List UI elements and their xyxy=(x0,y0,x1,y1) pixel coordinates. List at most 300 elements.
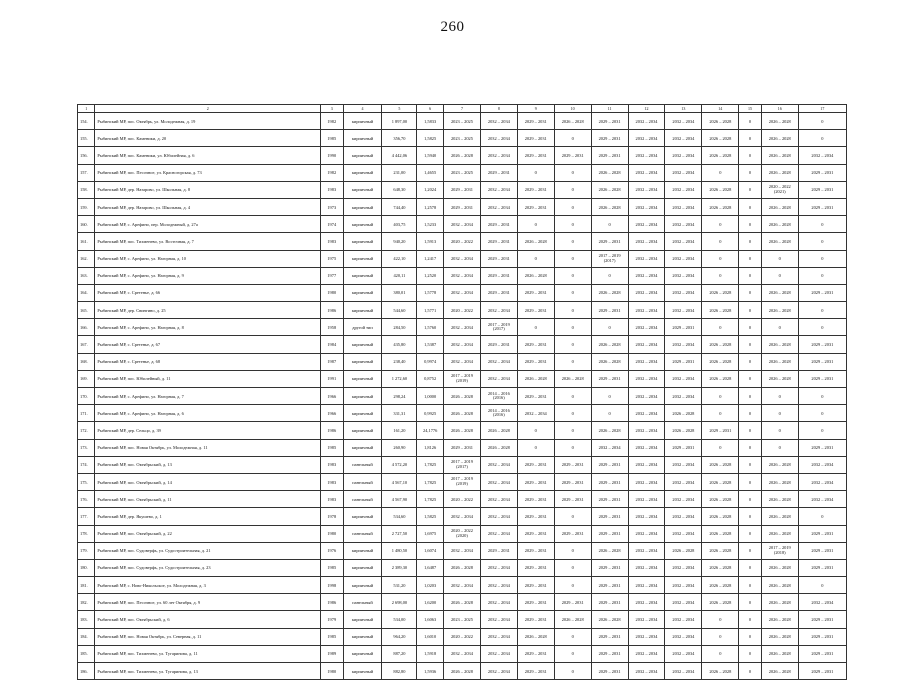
table-cell: 2026 – 2028 xyxy=(702,198,739,215)
table-cell: 2026 – 2028 xyxy=(702,113,739,130)
table-cell: 0 xyxy=(798,250,846,267)
table-cell: 2029 – 2031 xyxy=(591,577,628,594)
table-cell: 0 xyxy=(554,284,591,301)
table-cell: 1973 xyxy=(320,198,343,215)
table-cell: 2029 – 2031 xyxy=(591,130,628,147)
table-cell: 0 xyxy=(554,250,591,267)
table-cell: 0 xyxy=(739,267,762,284)
table-cell: 2032 – 2034 xyxy=(628,388,665,405)
table-cell: 1,2578 xyxy=(417,198,444,215)
table-cell: 2032 – 2034 xyxy=(665,577,702,594)
table-cell: 0 xyxy=(761,439,798,456)
table-cell: 0 xyxy=(702,319,739,336)
table-cell: 2029 – 2031 xyxy=(798,164,846,181)
table-cell: Рыбинский МР, с. Ново-Никольское, ул. Молодежная, д. 3 xyxy=(95,577,321,594)
table-cell: 2029 – 2031 xyxy=(480,250,517,267)
table-cell: 1,5778 xyxy=(417,284,444,301)
table-cell: 2026 – 2028 xyxy=(702,559,739,576)
table-cell: 2026 – 2028 xyxy=(480,422,517,439)
table-cell: 2020 – 2022 (2021) xyxy=(761,181,798,198)
table-cell: 0 xyxy=(798,113,846,130)
table-cell: 179. xyxy=(78,542,95,559)
table-cell: 2032 – 2034 xyxy=(628,284,665,301)
table-cell: 1,5825 xyxy=(417,508,444,525)
table-cell: 2020 – 2022 xyxy=(444,233,481,250)
table-cell: 2029 – 2031 xyxy=(517,147,554,164)
table-cell: 2029 – 2031 xyxy=(517,113,554,130)
table-cell: 1,5387 xyxy=(417,336,444,353)
table-cell: 534,00 xyxy=(382,611,417,628)
table-row xyxy=(78,508,847,525)
table-cell: 2026 – 2028 xyxy=(444,147,481,164)
table-cell: 2029 – 2031 xyxy=(591,370,628,387)
table-cell: 1,5918 xyxy=(417,645,444,662)
table-cell: Рыбинский МР, с. Арефино, ул. Нагорная, д. 6 xyxy=(95,405,321,422)
table-cell: 0 xyxy=(554,319,591,336)
table-cell: 1 480,50 xyxy=(382,542,417,559)
table-cell: кирпичный xyxy=(343,628,382,645)
table-cell: 2029 – 2031 xyxy=(480,284,517,301)
table-cell: 2029 – 2031 xyxy=(517,336,554,353)
table-cell: 2032 – 2034 xyxy=(628,456,665,473)
table-cell: 2026 – 2028 xyxy=(702,130,739,147)
table-cell: кирпичный xyxy=(343,113,382,130)
table-cell: 2029 – 2031 xyxy=(591,491,628,508)
table-cell: 1983 xyxy=(320,473,343,490)
table-cell: 0 xyxy=(702,405,739,422)
table-cell: 0 xyxy=(517,439,554,456)
table-cell: 1,7825 xyxy=(417,456,444,473)
table-cell: 2032 – 2034 xyxy=(665,370,702,387)
table-cell: 2017 – 2019 (2018) xyxy=(761,542,798,559)
table-cell: 1,6975 xyxy=(417,525,444,542)
table-cell: 171. xyxy=(78,405,95,422)
table-cell: 24,1776 xyxy=(417,422,444,439)
table-cell: 2032 – 2034 xyxy=(480,594,517,611)
table-cell: 2029 – 2031 xyxy=(798,525,846,542)
table-cell: 0 xyxy=(554,663,591,680)
table-cell: 1985 xyxy=(320,439,343,456)
table-cell: 435,80 xyxy=(382,336,417,353)
table-cell: 2026 – 2028 xyxy=(665,542,702,559)
table-cell: 2026 – 2028 xyxy=(665,405,702,422)
table-cell: 0 xyxy=(798,422,846,439)
table-cell: 0 xyxy=(739,508,762,525)
table-cell: 0 xyxy=(739,456,762,473)
table-cell: 2032 – 2034 xyxy=(665,491,702,508)
table-cell: 2032 – 2034 xyxy=(665,508,702,525)
table-cell: 284,50 xyxy=(382,319,417,336)
table-row xyxy=(78,594,847,611)
table-cell: Рыбинский МР, пос. Октябрьский, д. 14 xyxy=(95,473,321,490)
table-cell: 0 xyxy=(739,336,762,353)
table-cell: 2026 – 2028 xyxy=(554,611,591,628)
table-cell: 0 xyxy=(554,336,591,353)
table-cell: 0 xyxy=(761,250,798,267)
table-cell: 2032 – 2034 xyxy=(444,250,481,267)
table-cell: Рыбинский МР, с. Сретенье, д. 66 xyxy=(95,284,321,301)
table-cell: 1991 xyxy=(320,370,343,387)
table-cell: 2026 – 2028 xyxy=(702,491,739,508)
table-cell: 161. xyxy=(78,233,95,250)
table-cell: 1985 xyxy=(320,628,343,645)
table-cell: кирпичный xyxy=(343,577,382,594)
table-cell: 2029 – 2031 xyxy=(798,542,846,559)
table-cell: 4 567,90 xyxy=(382,491,417,508)
table-cell: Рыбинский МР, дер. Якушево, д. 1 xyxy=(95,508,321,525)
table-cell: Рыбинский МР, пос. Новая Октябрь, ул. Северная, д. 11 xyxy=(95,628,321,645)
table-cell: 0 xyxy=(554,577,591,594)
table-cell: 2026 – 2028 xyxy=(761,456,798,473)
table-cell: 2029 – 2031 xyxy=(591,645,628,662)
table-cell: Рыбинский МР, пос. Судоверфь, ул. Судостроительная, д. 23 xyxy=(95,559,321,576)
table-cell: 2029 – 2031 xyxy=(554,456,591,473)
table-cell: 0 xyxy=(554,130,591,147)
table-cell: 2029 – 2031 xyxy=(702,422,739,439)
table-cell: 1986 xyxy=(320,422,343,439)
table-cell: 2029 – 2031 xyxy=(517,508,554,525)
table-cell: 161,20 xyxy=(382,422,417,439)
table-cell: 163. xyxy=(78,267,95,284)
table-cell: 1983 xyxy=(320,456,343,473)
table-cell: 0 xyxy=(798,267,846,284)
table-cell: 2026 – 2028 xyxy=(444,388,481,405)
column-header: 17 xyxy=(798,105,846,113)
table-cell: 298,24 xyxy=(382,388,417,405)
table-cell: 1,6200 xyxy=(417,594,444,611)
table-cell: 2032 – 2034 xyxy=(665,284,702,301)
table-cell: 2029 – 2031 xyxy=(591,147,628,164)
table-cell: 2032 – 2034 xyxy=(628,370,665,387)
table-cell: кирпичный xyxy=(343,663,382,680)
table-cell: 2026 – 2028 xyxy=(761,302,798,319)
table-cell: 2032 – 2034 xyxy=(480,370,517,387)
table-cell: 2032 – 2034 xyxy=(628,491,665,508)
table-cell: 0 xyxy=(739,577,762,594)
table-cell: 1983 xyxy=(320,491,343,508)
table-cell: 2029 – 2031 xyxy=(517,559,554,576)
table-cell: 0 xyxy=(761,405,798,422)
table-cell: 2029 – 2031 xyxy=(591,525,628,542)
table-cell: 2029 – 2031 xyxy=(480,164,517,181)
table-cell: 2032 – 2034 xyxy=(628,422,665,439)
table-cell: 2026 – 2028 xyxy=(554,370,591,387)
table-cell: 0 xyxy=(702,164,739,181)
table-cell: 2026 – 2028 xyxy=(702,508,739,525)
table-cell: кирпичный xyxy=(343,439,382,456)
table-cell: 2029 – 2031 xyxy=(798,628,846,645)
table-cell: 172. xyxy=(78,422,95,439)
table-cell: 1980 xyxy=(320,525,343,542)
column-header: 4 xyxy=(343,105,382,113)
table-cell: 174. xyxy=(78,456,95,473)
table-cell: 2029 – 2031 xyxy=(798,353,846,370)
table-cell: 2026 – 2028 xyxy=(761,611,798,628)
table-row xyxy=(78,577,847,594)
table-cell: 0 xyxy=(517,319,554,336)
table-cell: 2032 – 2034 xyxy=(665,302,702,319)
column-header: 13 xyxy=(665,105,702,113)
table-cell: 1980 xyxy=(320,663,343,680)
table-cell: 1 897,00 xyxy=(382,113,417,130)
table-cell: 1,2520 xyxy=(417,267,444,284)
table-cell: кирпичный xyxy=(343,388,382,405)
table-cell: 4 567,10 xyxy=(382,473,417,490)
table-cell: 2026 – 2028 xyxy=(591,284,628,301)
table-cell: 2032 – 2034 xyxy=(628,577,665,594)
table-cell: 2032 – 2034 xyxy=(480,130,517,147)
table-cell: 2026 – 2028 xyxy=(761,164,798,181)
table-cell: 2032 – 2034 xyxy=(798,594,846,611)
table-row xyxy=(78,113,847,130)
table-cell: 176. xyxy=(78,491,95,508)
table-cell: 2020 – 2022 xyxy=(444,628,481,645)
table-row xyxy=(78,559,847,576)
table-cell: 2029 – 2031 xyxy=(554,491,591,508)
table-cell: 2032 – 2034 xyxy=(628,405,665,422)
table-cell: 2026 – 2028 xyxy=(702,542,739,559)
table-cell: 0 xyxy=(591,216,628,233)
table-cell: 2026 – 2028 xyxy=(591,611,628,628)
table-cell: 2029 – 2031 xyxy=(798,645,846,662)
column-header: 10 xyxy=(554,105,591,113)
table-cell: 2032 – 2034 xyxy=(628,164,665,181)
table-cell: 2026 – 2028 xyxy=(444,594,481,611)
table-cell: 2029 – 2031 xyxy=(591,663,628,680)
table-cell: 2026 – 2028 xyxy=(554,113,591,130)
table-cell: 1987 xyxy=(320,353,343,370)
table-cell: 158. xyxy=(78,181,95,198)
table-cell: 356,70 xyxy=(382,130,417,147)
table-cell: кирпичный xyxy=(343,216,382,233)
table-cell: 2026 – 2028 xyxy=(591,198,628,215)
table-cell: 2026 – 2028 xyxy=(702,473,739,490)
table-cell: 2029 – 2031 xyxy=(591,113,628,130)
table-cell: 2026 – 2028 xyxy=(761,284,798,301)
table-cell: кирпичный xyxy=(343,302,382,319)
table-cell: 2029 – 2031 xyxy=(591,594,628,611)
table-cell: 0 xyxy=(798,508,846,525)
table-cell: 2026 – 2028 xyxy=(761,198,798,215)
table-cell: 0 xyxy=(554,645,591,662)
table-cell: 2017 – 2019 (2019) xyxy=(444,370,481,387)
table-cell: 2032 – 2034 xyxy=(444,577,481,594)
table-cell: 940,20 xyxy=(382,233,417,250)
table-cell: Рыбинский МР, пос. Новая Октябрь, ул. Молодежная, д. 11 xyxy=(95,439,321,456)
table-cell: 2 389,30 xyxy=(382,559,417,576)
table-cell: 1,5825 xyxy=(417,130,444,147)
table-cell: 2017 – 2019 (2017) xyxy=(444,456,481,473)
table-cell: 2029 – 2031 xyxy=(591,302,628,319)
table-cell: кирпичный xyxy=(343,508,382,525)
table-cell: 0 xyxy=(798,388,846,405)
table-cell: кирпичный xyxy=(343,267,382,284)
table-cell: Рыбинский МР, пос. Октябрь, ул. Молодежная, д. 19 xyxy=(95,113,321,130)
table-row xyxy=(78,645,847,662)
table-cell: 2029 – 2031 xyxy=(444,198,481,215)
table-cell: 2029 – 2031 xyxy=(517,456,554,473)
table-cell: кирпичный xyxy=(343,284,382,301)
table-cell: Рыбинский МР, дер. Сельцо, д. 39 xyxy=(95,422,321,439)
table-cell: 1,6487 xyxy=(417,559,444,576)
column-header: 14 xyxy=(702,105,739,113)
table-cell: 2032 – 2034 xyxy=(665,216,702,233)
table-cell: 155. xyxy=(78,130,95,147)
table-cell: 2032 – 2034 xyxy=(480,559,517,576)
table-row xyxy=(78,456,847,473)
table-cell: Рыбинский МР, пос. Октябрьский, д. 13 xyxy=(95,456,321,473)
table-cell: 2029 – 2031 xyxy=(517,542,554,559)
table-row xyxy=(78,164,847,181)
table-cell: кирпичный xyxy=(343,370,382,387)
table-cell: 2026 – 2028 xyxy=(591,422,628,439)
table-cell: 380,01 xyxy=(382,284,417,301)
table-cell: 0 xyxy=(702,250,739,267)
table-cell: 2 698,00 xyxy=(382,594,417,611)
table-cell: 1,2417 xyxy=(417,250,444,267)
table-cell: Рыбинский МР, пос. Тихменево, ул. Восточная, д. 7 xyxy=(95,233,321,250)
table-cell: 2026 – 2028 xyxy=(444,559,481,576)
table-cell: 2032 – 2034 xyxy=(665,645,702,662)
table-cell: 0 xyxy=(591,267,628,284)
table-cell: 1974 xyxy=(320,216,343,233)
table-cell: 0 xyxy=(798,216,846,233)
table-cell: 2026 – 2028 xyxy=(761,336,798,353)
table-header-row xyxy=(78,105,847,113)
table-row xyxy=(78,628,847,645)
table-cell: 2032 – 2034 xyxy=(665,594,702,611)
table-cell: 0 xyxy=(739,645,762,662)
table-cell: кирпичный xyxy=(343,353,382,370)
table-cell: 2026 – 2028 xyxy=(517,233,554,250)
table-cell: 2026 – 2028 xyxy=(444,422,481,439)
table-cell: 2032 – 2034 xyxy=(517,405,554,422)
table-cell: 2026 – 2028 xyxy=(761,370,798,387)
table-row xyxy=(78,422,847,439)
table-cell: панельный xyxy=(343,525,382,542)
table-cell: 1,8126 xyxy=(417,439,444,456)
table-cell: Рыбинский МР, пос. Тихменево, ул. Тугаринова, д. 13 xyxy=(95,663,321,680)
table-cell: 2029 – 2031 xyxy=(798,370,846,387)
table-cell: 1966 xyxy=(320,405,343,422)
table-cell: 2029 – 2031 xyxy=(517,663,554,680)
table-cell: 0 xyxy=(739,405,762,422)
table-row xyxy=(78,267,847,284)
table-cell: Рыбинский МР, с. Арефино, ул. Нагорная, д. 9 xyxy=(95,267,321,284)
table-cell: 2026 – 2028 xyxy=(702,284,739,301)
table-cell: 1,2024 xyxy=(417,181,444,198)
table-cell: 2017 – 2019 (2017) xyxy=(591,250,628,267)
table-cell: 887,20 xyxy=(382,645,417,662)
table-cell: 2032 – 2034 xyxy=(628,645,665,662)
table-cell: 2026 – 2028 xyxy=(702,336,739,353)
table-cell: 2029 – 2031 xyxy=(480,542,517,559)
table-cell: 2023 – 2025 xyxy=(444,130,481,147)
column-header: 1 xyxy=(78,105,95,113)
table-cell: Рыбинский МР, дер. Свингино, д. 25 xyxy=(95,302,321,319)
table-cell: 2032 – 2034 xyxy=(798,473,846,490)
table-row xyxy=(78,611,847,628)
table-cell: 2026 – 2028 xyxy=(761,628,798,645)
table-cell: 0 xyxy=(702,628,739,645)
column-header: 7 xyxy=(444,105,481,113)
table-cell: 2029 – 2031 xyxy=(665,319,702,336)
table-cell: 0,8752 xyxy=(417,370,444,387)
table-cell: 1990 xyxy=(320,147,343,164)
column-header: 12 xyxy=(628,105,665,113)
table-cell: 2014 – 2016 (2016) xyxy=(480,405,517,422)
table-cell: 544,60 xyxy=(382,302,417,319)
table-row xyxy=(78,147,847,164)
table-row xyxy=(78,216,847,233)
table-cell: 882,80 xyxy=(382,663,417,680)
table-row xyxy=(78,233,847,250)
table-cell: Рыбинский МР, с. Сретенье, д. 68 xyxy=(95,353,321,370)
table-cell: 2032 – 2034 xyxy=(628,302,665,319)
table-cell: 0 xyxy=(739,422,762,439)
table-cell: 175. xyxy=(78,473,95,490)
table-cell: Рыбинский МР, пос. Песочное, ул. Красногорская, д. 73 xyxy=(95,164,321,181)
table-cell: 1,6074 xyxy=(417,542,444,559)
table-cell: 0 xyxy=(554,267,591,284)
table-cell: 1,5833 xyxy=(417,113,444,130)
table-cell: 167. xyxy=(78,336,95,353)
table-cell: 4 442,06 xyxy=(382,147,417,164)
table-cell: кирпичный xyxy=(343,611,382,628)
table-cell: 0 xyxy=(554,628,591,645)
table-cell: 531,20 xyxy=(382,577,417,594)
table-row xyxy=(78,388,847,405)
table-cell: 2032 – 2034 xyxy=(628,439,665,456)
table-cell: 2026 – 2028 xyxy=(702,525,739,542)
table-cell: 2029 – 2031 xyxy=(554,594,591,611)
table-cell: 2032 – 2034 xyxy=(665,130,702,147)
table-cell: 231,00 xyxy=(382,164,417,181)
table-cell: кирпичный xyxy=(343,130,382,147)
table-cell: 2032 – 2034 xyxy=(665,250,702,267)
table-cell: 2032 – 2034 xyxy=(480,645,517,662)
table-cell: 2032 – 2034 xyxy=(665,456,702,473)
table-cell: 2026 – 2028 xyxy=(761,559,798,576)
table-cell: 2029 – 2031 xyxy=(798,611,846,628)
table-cell: 260,90 xyxy=(382,439,417,456)
table-cell: Рыбинский МР, дер. Назарово, ул. Школьная, д. 8 xyxy=(95,181,321,198)
table-cell: 2023 – 2025 xyxy=(444,611,481,628)
table-cell: 0 xyxy=(739,353,762,370)
table-cell: 2029 – 2031 xyxy=(798,336,846,353)
table-cell: 160. xyxy=(78,216,95,233)
table-cell: 2032 – 2034 xyxy=(665,233,702,250)
table-cell: 2032 – 2034 xyxy=(628,216,665,233)
table-cell: 184. xyxy=(78,628,95,645)
table-cell: кирпичный xyxy=(343,147,382,164)
table-cell: 178. xyxy=(78,525,95,542)
table-cell: 0 xyxy=(761,267,798,284)
table-cell: Рыбинский МР, пос. Октябрьский, д. 11 xyxy=(95,491,321,508)
table-row xyxy=(78,302,847,319)
table-row xyxy=(78,353,847,370)
table-cell: 0 xyxy=(517,216,554,233)
table-cell: 2029 – 2031 xyxy=(798,439,846,456)
table-cell: 0 xyxy=(554,439,591,456)
table-cell: 1,6063 xyxy=(417,611,444,628)
table-cell: 0,9974 xyxy=(417,353,444,370)
table-cell: 1,5940 xyxy=(417,147,444,164)
table-cell: 2032 – 2034 xyxy=(480,611,517,628)
table-cell: 1982 xyxy=(320,113,343,130)
table-cell: 2032 – 2034 xyxy=(444,336,481,353)
table-row xyxy=(78,663,847,680)
